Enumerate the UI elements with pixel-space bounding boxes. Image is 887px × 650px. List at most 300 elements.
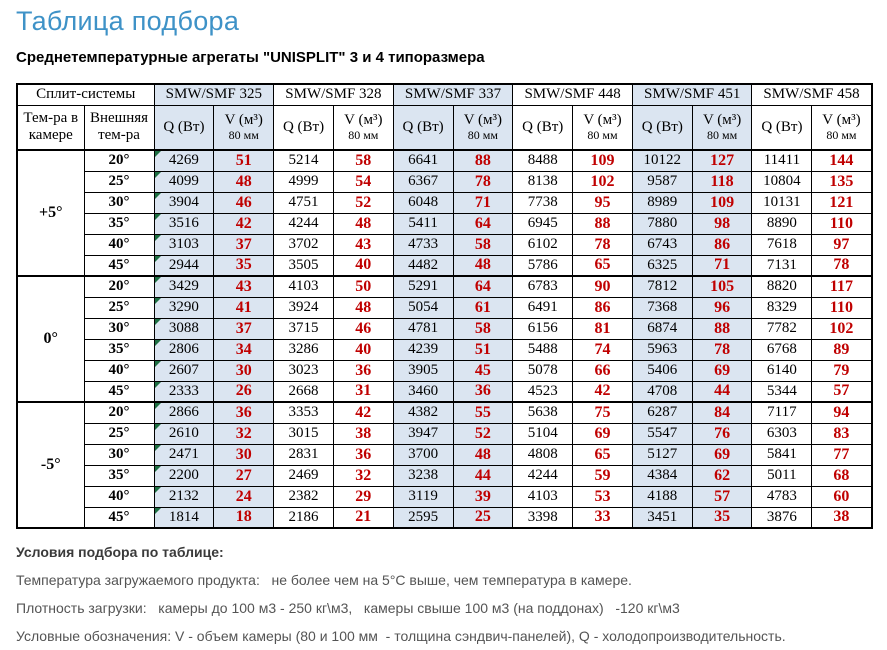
q-value-cell: 5011 [752,465,812,486]
q-value-cell: 5078 [513,360,573,381]
table-row [17,255,872,276]
external-temp-cell: 45° [84,507,154,528]
q-value-cell: 6768 [752,339,812,360]
v-value-cell: 52 [453,423,513,444]
q-value-cell: 6945 [513,213,573,234]
v-value-cell: 42 [214,213,274,234]
q-value-cell: 8488 [513,150,573,171]
q-value-cell: 4733 [393,234,453,255]
condition-line-temperature: Температура загружаемого продукта: не более чем на 5°С выше, чем температура в камере. [16,572,632,588]
q-value-cell: 3286 [274,339,334,360]
v-value-cell: 32 [333,465,393,486]
external-temp-cell: 25° [84,297,154,318]
q-value-cell: 2186 [274,507,334,528]
q-value-cell: 4188 [632,486,692,507]
q-value-cell: 7618 [752,234,812,255]
external-temp-header: Внешняя тем-ра [84,105,154,150]
q-value-cell: 3700 [393,444,453,465]
condition-line-legend: Условные обозначения: V - объем камеры (80 и 100 мм - толщина сэндвич-панелей), Q - холодопроизводительность. [16,628,786,644]
table-row [17,444,872,465]
v-column-header [453,105,513,150]
q-value-cell: 3702 [274,234,334,255]
v-value-cell: 65 [573,255,633,276]
q-value-cell: 3876 [752,507,812,528]
q-value-cell: 4808 [513,444,573,465]
q-value-cell: 2831 [274,444,334,465]
external-temp-cell: 45° [84,381,154,402]
model-header: SMW/SMF 337 [393,84,513,105]
v-value-cell: 88 [692,318,752,339]
table-row [17,297,872,318]
v-value-cell: 71 [453,192,513,213]
v-value-cell: 46 [333,318,393,339]
q-value-cell: 5291 [393,276,453,297]
v-value-cell: 51 [453,339,513,360]
model-header: SMW/SMF 451 [632,84,752,105]
v-value-cell: 30 [214,444,274,465]
external-temp-cell: 20° [84,150,154,171]
cell-corner-marker-icon [155,256,161,262]
q-value-cell: 6102 [513,234,573,255]
v-value-cell: 58 [333,150,393,171]
q-value-cell: 4781 [393,318,453,339]
q-value-cell: 8820 [752,276,812,297]
q-value-cell: 6303 [752,423,812,444]
external-temp-cell: 40° [84,360,154,381]
v-value-cell: 21 [333,507,393,528]
v-value-cell: 26 [214,381,274,402]
v-value-cell: 54 [333,171,393,192]
v-value-cell: 118 [692,171,752,192]
v-value-cell: 48 [453,255,513,276]
q-value-cell: 2668 [274,381,334,402]
v-value-cell: 35 [214,255,274,276]
v-value-cell: 60 [812,486,872,507]
chamber-temp-header: Тем-ра в камере [17,105,84,150]
v-value-cell: 135 [812,171,872,192]
v-value-cell: 48 [333,213,393,234]
v-value-cell: 117 [812,276,872,297]
v-value-cell: 37 [214,234,274,255]
q-value-cell: 3119 [393,486,453,507]
cell-corner-marker-icon [155,445,161,451]
v-value-cell: 33 [573,507,633,528]
table-row [17,150,872,171]
v-value-cell: 39 [453,486,513,507]
q-value-cell: 5406 [632,360,692,381]
v-header-sublabel: 80 мм [706,128,738,143]
selection-conditions [16,544,871,644]
v-value-cell: 88 [453,150,513,171]
q-value-cell: 7131 [752,255,812,276]
q-value-cell: 6491 [513,297,573,318]
v-column-header [573,105,633,150]
table-row [17,381,872,402]
v-value-cell: 29 [333,486,393,507]
q-value-cell: 2595 [393,507,453,528]
model-header: SMW/SMF 448 [513,84,633,105]
q-value-cell: 2200 [154,465,214,486]
v-value-cell: 27 [214,465,274,486]
v-value-cell: 78 [692,339,752,360]
v-value-cell: 69 [692,444,752,465]
v-value-cell: 69 [573,423,633,444]
cell-corner-marker-icon [155,424,161,430]
v-header-label: V (м³) [344,112,383,129]
q-value-cell: 4999 [274,171,334,192]
q-value-cell: 3398 [513,507,573,528]
q-value-cell: 4708 [632,381,692,402]
q-value-cell: 10804 [752,171,812,192]
q-value-cell: 3947 [393,423,453,444]
table-corner-header: Сплит-системы [17,84,154,105]
v-value-cell: 79 [812,360,872,381]
v-header-sublabel: 80 мм [348,128,379,143]
v-value-cell: 50 [333,276,393,297]
q-value-cell: 5411 [393,213,453,234]
q-value-cell: 6367 [393,171,453,192]
v-value-cell: 51 [214,150,274,171]
v-value-cell: 102 [812,318,872,339]
q-value-cell: 4523 [513,381,573,402]
v-value-cell: 121 [812,192,872,213]
table-row [17,423,872,444]
v-header-label: V (м³) [822,112,861,129]
table-row [17,318,872,339]
v-column-header [214,105,274,150]
q-value-cell: 3905 [393,360,453,381]
table-row [17,402,872,423]
q-value-cell: 3103 [154,234,214,255]
q-value-cell: 5638 [513,402,573,423]
v-value-cell: 78 [573,234,633,255]
q-value-cell: 5214 [274,150,334,171]
q-value-cell: 2132 [154,486,214,507]
v-value-cell: 40 [333,339,393,360]
q-value-cell: 4244 [513,465,573,486]
q-value-cell: 7117 [752,402,812,423]
cell-corner-marker-icon [155,319,161,325]
v-value-cell: 102 [573,171,633,192]
v-value-cell: 53 [573,486,633,507]
v-value-cell: 127 [692,150,752,171]
q-value-cell: 3460 [393,381,453,402]
table-row [17,234,872,255]
v-value-cell: 144 [812,150,872,171]
v-value-cell: 25 [453,507,513,528]
v-value-cell: 42 [333,402,393,423]
v-value-cell: 43 [333,234,393,255]
v-value-cell: 52 [333,192,393,213]
external-temp-cell: 25° [84,423,154,444]
q-value-cell: 6641 [393,150,453,171]
v-header-label: V (м³) [224,112,263,129]
q-value-cell: 2866 [154,402,214,423]
v-value-cell: 30 [214,360,274,381]
v-value-cell: 64 [453,213,513,234]
q-value-cell: 2471 [154,444,214,465]
q-value-cell: 10122 [632,150,692,171]
q-value-cell: 5054 [393,297,453,318]
cell-corner-marker-icon [155,340,161,346]
v-header-label: V (м³) [463,112,503,129]
v-value-cell: 31 [333,381,393,402]
q-value-cell: 6140 [752,360,812,381]
v-value-cell: 58 [453,318,513,339]
v-column-header [692,105,752,150]
v-header-sublabel: 80 мм [587,128,618,143]
q-value-cell: 6743 [632,234,692,255]
q-value-cell: 5344 [752,381,812,402]
q-value-cell: 4783 [752,486,812,507]
v-value-cell: 68 [812,465,872,486]
cell-corner-marker-icon [155,214,161,220]
q-value-cell: 5841 [752,444,812,465]
chamber-temp-cell: -5° [17,402,84,528]
q-value-cell: 7368 [632,297,692,318]
v-value-cell: 65 [573,444,633,465]
v-column-header [812,105,872,150]
v-header-label: V (м³) [583,112,622,129]
table-row [17,360,872,381]
v-value-cell: 45 [453,360,513,381]
v-value-cell: 37 [214,318,274,339]
v-value-cell: 61 [453,297,513,318]
q-value-cell: 4384 [632,465,692,486]
table-row [17,171,872,192]
v-value-cell: 58 [453,234,513,255]
external-temp-cell: 20° [84,402,154,423]
external-temp-cell: 30° [84,192,154,213]
v-value-cell: 40 [333,255,393,276]
v-value-cell: 24 [214,486,274,507]
q-value-cell: 2469 [274,465,334,486]
model-header: SMW/SMF 458 [752,84,872,105]
v-value-cell: 36 [333,444,393,465]
q-value-cell: 11411 [752,150,812,171]
external-temp-cell: 40° [84,486,154,507]
v-value-cell: 109 [573,150,633,171]
page-title: Таблица подбора [16,6,240,36]
q-column-header: Q (Вт) [513,105,573,150]
q-value-cell: 3353 [274,402,334,423]
cell-corner-marker-icon [155,508,161,514]
q-value-cell: 2607 [154,360,214,381]
v-value-cell: 74 [573,339,633,360]
v-value-cell: 34 [214,339,274,360]
q-column-header: Q (Вт) [274,105,334,150]
v-value-cell: 32 [214,423,274,444]
q-value-cell: 3429 [154,276,214,297]
v-value-cell: 41 [214,297,274,318]
external-temp-cell: 25° [84,171,154,192]
external-temp-cell: 35° [84,339,154,360]
cell-corner-marker-icon [155,466,161,472]
q-value-cell: 1814 [154,507,214,528]
table-row [17,213,872,234]
table-row [17,486,872,507]
q-value-cell: 3516 [154,213,214,234]
q-value-cell: 4482 [393,255,453,276]
cell-corner-marker-icon [155,172,161,178]
v-value-cell: 110 [812,213,872,234]
v-value-cell: 38 [333,423,393,444]
q-value-cell: 5547 [632,423,692,444]
q-value-cell: 4244 [274,213,334,234]
v-value-cell: 78 [812,255,872,276]
v-value-cell: 18 [214,507,274,528]
v-value-cell: 94 [812,402,872,423]
v-value-cell: 42 [573,381,633,402]
q-value-cell: 4751 [274,192,334,213]
q-value-cell: 2382 [274,486,334,507]
q-value-cell: 10131 [752,192,812,213]
q-value-cell: 6048 [393,192,453,213]
q-value-cell: 3505 [274,255,334,276]
chamber-temp-cell: 0° [17,276,84,402]
v-value-cell: 38 [812,507,872,528]
v-value-cell: 95 [573,192,633,213]
external-temp-cell: 40° [84,234,154,255]
v-value-cell: 83 [812,423,872,444]
q-value-cell: 3904 [154,192,214,213]
v-value-cell: 46 [214,192,274,213]
v-header-sublabel: 80 мм [826,128,857,143]
cell-corner-marker-icon [155,298,161,304]
q-value-cell: 6874 [632,318,692,339]
v-value-cell: 48 [453,444,513,465]
q-value-cell: 8989 [632,192,692,213]
header-row-models [17,84,872,105]
v-value-cell: 78 [453,171,513,192]
v-value-cell: 89 [812,339,872,360]
q-value-cell: 3290 [154,297,214,318]
q-value-cell: 3238 [393,465,453,486]
q-value-cell: 3088 [154,318,214,339]
v-value-cell: 71 [692,255,752,276]
conditions-heading: Условия подбора по таблице: [16,544,224,560]
q-value-cell: 2333 [154,381,214,402]
external-temp-cell: 45° [84,255,154,276]
cell-corner-marker-icon [155,235,161,241]
v-value-cell: 48 [333,297,393,318]
q-value-cell: 6287 [632,402,692,423]
q-value-cell: 2806 [154,339,214,360]
v-value-cell: 35 [692,507,752,528]
v-value-cell: 36 [453,381,513,402]
q-value-cell: 7812 [632,276,692,297]
external-temp-cell: 35° [84,213,154,234]
v-value-cell: 98 [692,213,752,234]
v-value-cell: 90 [573,276,633,297]
q-value-cell: 4269 [154,150,214,171]
cell-corner-marker-icon [155,361,161,367]
q-value-cell: 5963 [632,339,692,360]
v-value-cell: 84 [692,402,752,423]
q-column-header: Q (Вт) [632,105,692,150]
v-header-label: V (м³) [702,112,742,129]
q-value-cell: 2610 [154,423,214,444]
external-temp-cell: 30° [84,444,154,465]
q-value-cell: 7880 [632,213,692,234]
q-value-cell: 5488 [513,339,573,360]
q-value-cell: 6783 [513,276,573,297]
model-header: SMW/SMF 325 [154,84,274,105]
q-value-cell: 3924 [274,297,334,318]
cell-corner-marker-icon [155,382,161,388]
q-value-cell: 8329 [752,297,812,318]
v-header-sublabel: 80 мм [228,128,259,143]
selection-table [16,83,873,529]
q-value-cell: 3015 [274,423,334,444]
v-value-cell: 86 [573,297,633,318]
q-column-header: Q (Вт) [154,105,214,150]
v-value-cell: 43 [214,276,274,297]
q-value-cell: 9587 [632,171,692,192]
q-value-cell: 6325 [632,255,692,276]
v-value-cell: 44 [692,381,752,402]
v-value-cell: 105 [692,276,752,297]
q-value-cell: 5104 [513,423,573,444]
q-value-cell: 3451 [632,507,692,528]
v-value-cell: 36 [333,360,393,381]
q-value-cell: 8890 [752,213,812,234]
q-value-cell: 3715 [274,318,334,339]
cell-corner-marker-icon [155,403,161,409]
q-column-header: Q (Вт) [752,105,812,150]
v-value-cell: 75 [573,402,633,423]
v-value-cell: 57 [692,486,752,507]
v-value-cell: 57 [812,381,872,402]
table-row [17,507,872,528]
v-value-cell: 66 [573,360,633,381]
header-row-qv [17,105,872,150]
v-value-cell: 96 [692,297,752,318]
v-value-cell: 81 [573,318,633,339]
v-value-cell: 109 [692,192,752,213]
q-value-cell: 7782 [752,318,812,339]
q-value-cell: 8138 [513,171,573,192]
v-column-header [333,105,393,150]
v-value-cell: 110 [812,297,872,318]
model-header: SMW/SMF 328 [274,84,394,105]
v-value-cell: 76 [692,423,752,444]
q-value-cell: 2944 [154,255,214,276]
v-value-cell: 88 [573,213,633,234]
q-column-header: Q (Вт) [393,105,453,150]
external-temp-cell: 20° [84,276,154,297]
v-value-cell: 55 [453,402,513,423]
v-value-cell: 59 [573,465,633,486]
q-value-cell: 4099 [154,171,214,192]
cell-corner-marker-icon [155,277,161,283]
q-value-cell: 3023 [274,360,334,381]
external-temp-cell: 35° [84,465,154,486]
v-value-cell: 44 [453,465,513,486]
q-value-cell: 7738 [513,192,573,213]
v-header-sublabel: 80 мм [467,128,498,143]
v-value-cell: 86 [692,234,752,255]
table-subtitle: Среднетемпературные агрегаты "UNISPLIT" 3 и 4 типоразмера [16,49,485,66]
q-value-cell: 4382 [393,402,453,423]
q-value-cell: 4103 [274,276,334,297]
v-value-cell: 48 [214,171,274,192]
q-value-cell: 5786 [513,255,573,276]
chamber-temp-cell: +5° [17,150,84,276]
table-row [17,339,872,360]
q-value-cell: 6156 [513,318,573,339]
external-temp-cell: 30° [84,318,154,339]
